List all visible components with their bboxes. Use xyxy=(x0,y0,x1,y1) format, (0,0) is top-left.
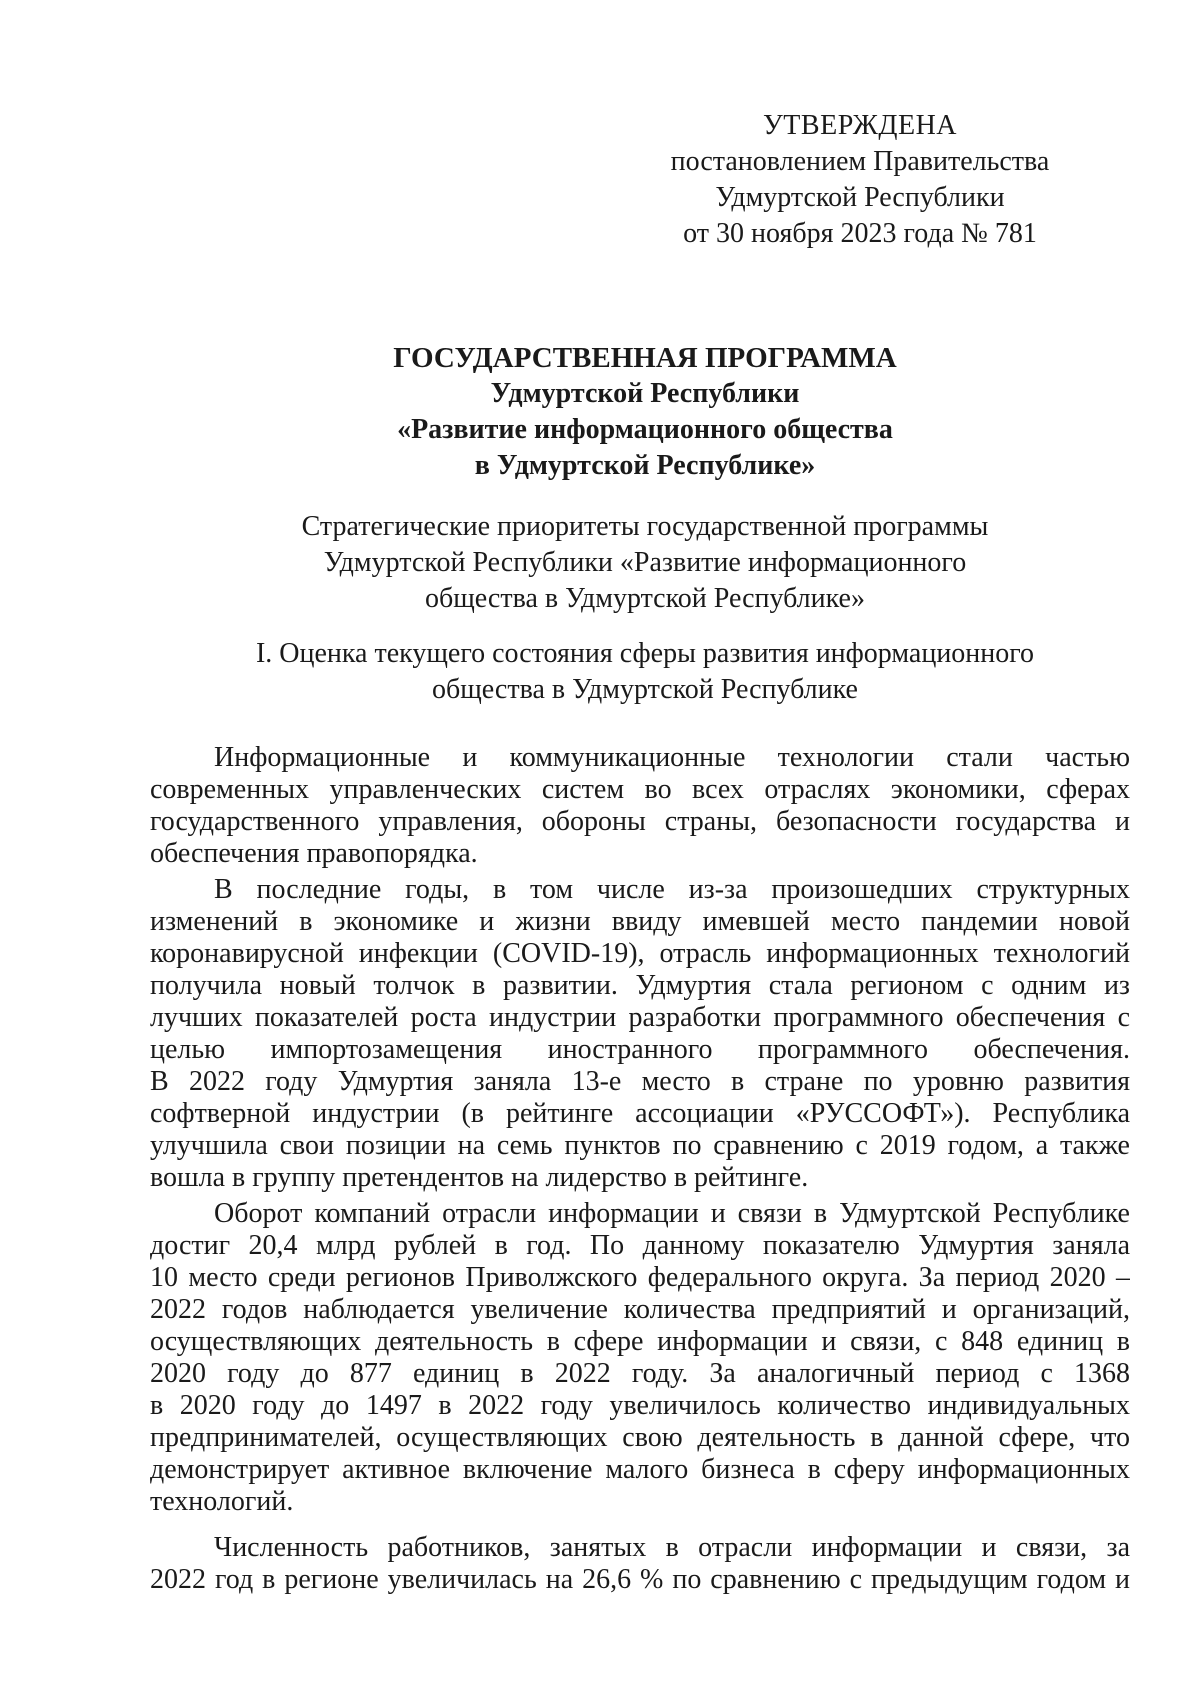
paragraph-line: получила новый толчок в развитии. Удмуртия стала регионом с одним из xyxy=(150,970,1130,1001)
program-subtitle xyxy=(150,509,1140,617)
paragraph-4 xyxy=(150,1532,1130,1596)
subtitle-line: Удмуртской Республики «Развитие информационного xyxy=(323,547,967,578)
paragraph-line: демонстрирует активное включение малого бизнеса в сферу информационных xyxy=(150,1454,1130,1485)
section-heading xyxy=(150,636,1140,708)
approval-date: от 30 ноября 2023 года № 781 xyxy=(683,218,1037,249)
paragraph-2 xyxy=(150,874,1130,1194)
title-line: в Удмуртской Республике» xyxy=(474,450,816,481)
body-text xyxy=(150,742,1130,1596)
paragraph-line: современных управленческих систем во всех отраслях экономики, сферах xyxy=(150,774,1130,805)
paragraph-line: софтверной индустрии (в рейтинге ассоциации «РУССОФТ»). Республика xyxy=(150,1098,1130,1129)
paragraph-line: 2020 году до 877 единиц в 2022 году. За аналогичный период с 1368 xyxy=(150,1358,1130,1389)
section-heading-line: I. Оценка текущего состояния сферы развития информационного xyxy=(255,638,1035,669)
paragraph-line: осуществляющих деятельность в сфере информации и связи, с 848 единиц в xyxy=(150,1326,1130,1357)
paragraph-line: 2022 год в регионе увеличилась на 26,6 % по сравнению с предыдущим годом и xyxy=(150,1564,1130,1595)
title-line: ГОСУДАРСТВЕННАЯ ПРОГРАММА xyxy=(393,342,897,374)
paragraph-3 xyxy=(150,1198,1130,1518)
subtitle-line: Стратегические приоритеты государственной программы xyxy=(301,511,989,542)
paragraph-line: Информационные и коммуникационные технологии стали частью xyxy=(214,742,1130,773)
approval-line: Удмуртской Республики xyxy=(715,182,1005,213)
paragraph-line: изменений в экономике и жизни ввиду имевшей место пандемии новой xyxy=(150,906,1130,937)
paragraph-line: 2022 годов наблюдается увеличение количества предприятий и организаций, xyxy=(150,1294,1130,1325)
paragraph-line: 10 место среди регионов Приволжского федерального округа. За период 2020 – xyxy=(150,1262,1130,1293)
paragraph-line: Численность работников, занятых в отрасли информации и связи, за xyxy=(214,1532,1130,1563)
paragraph-line: предпринимателей, осуществляющих свою деятельность в данной сфере, что xyxy=(150,1422,1130,1453)
program-title xyxy=(150,340,1140,484)
approval-heading: УТВЕРЖДЕНА xyxy=(762,110,958,141)
paragraph-line: лучших показателей роста индустрии разработки программного обеспечения с xyxy=(150,1002,1130,1033)
paragraph-line: в 2020 году до 1497 в 2022 году увеличилось количество индивидуальных xyxy=(150,1390,1130,1421)
paragraph-line: целью импортозамещения иностранного программного обеспечения. xyxy=(150,1034,1130,1065)
subtitle-line: общества в Удмуртской Республике» xyxy=(425,583,865,614)
paragraph-line: государственного управления, обороны страны, безопасности государства и xyxy=(150,806,1130,837)
paragraph-line: В 2022 году Удмуртия заняла 13-е место в стране по уровню развития xyxy=(150,1066,1130,1097)
paragraph-line: В последние годы, в том числе из-за произошедших структурных xyxy=(214,874,1130,905)
section-heading-line: общества в Удмуртской Республике xyxy=(432,674,858,705)
paragraph-line: Оборот компаний отрасли информации и связи в Удмуртской Республике xyxy=(214,1198,1130,1229)
paragraph-line: коронавирусной инфекции (COVID-19), отрасль информационных технологий xyxy=(150,938,1130,969)
paragraph-line: технологий. xyxy=(150,1486,294,1517)
paragraph-line: достиг 20,4 млрд рублей в год. По данному показателю Удмуртия заняла xyxy=(150,1230,1130,1261)
approval-line: постановлением Правительства xyxy=(670,146,1050,177)
paragraph-1 xyxy=(150,742,1130,870)
paragraph-line: улучшила свои позиции на семь пунктов по сравнению с 2019 годом, а также xyxy=(150,1130,1130,1161)
approval-stamp xyxy=(640,108,1080,252)
paragraph-line: вошла в группу претендентов на лидерство в рейтинге. xyxy=(150,1162,809,1193)
title-line: Удмуртской Республики xyxy=(490,378,800,409)
title-line: «Развитие информационного общества xyxy=(397,414,893,445)
paragraph-line: обеспечения правопорядка. xyxy=(150,838,478,869)
